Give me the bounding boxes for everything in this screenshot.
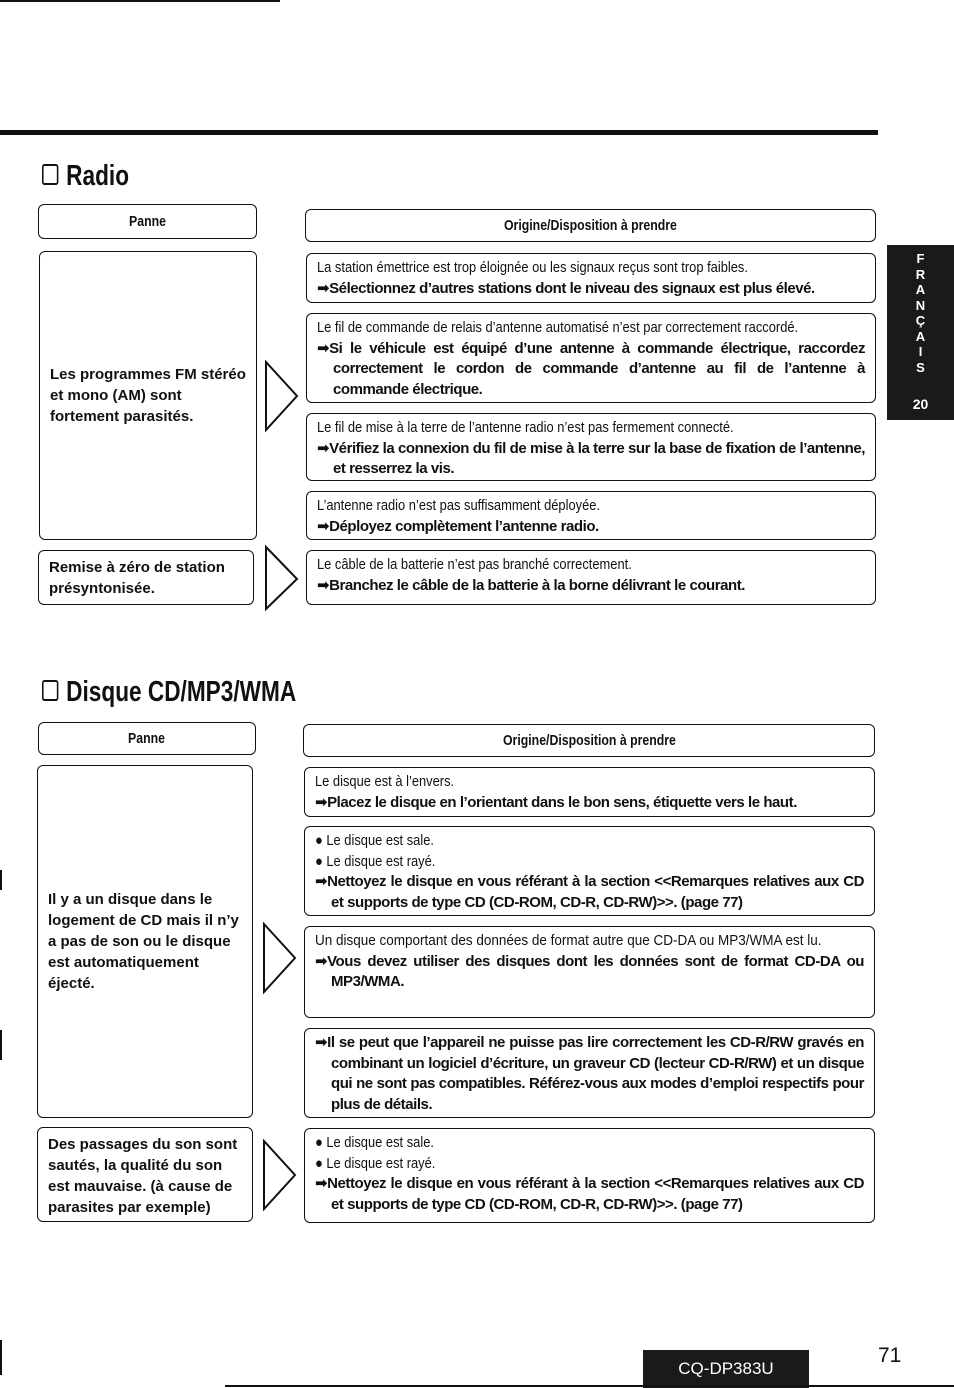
- tab-letter: N: [915, 297, 926, 313]
- panne-box: Remise à zéro de station présyntonisée.: [38, 550, 254, 605]
- tab-letter: A: [915, 282, 926, 297]
- cause-box: ● Le disque est sale. ● Le disque est rayé. ➡Nettoyez le disque en vous référant à la section <<Remarques relatives aux CD et supports de type CD (CD-ROM, CD-R, CD-RW)>>. (page 77): [304, 826, 875, 916]
- panne-box: Les programmes FM stéréo et mono (AM) sont fortement parasités.: [39, 251, 257, 540]
- cause-box: Le fil de commande de relais d’antenne automatisé n’est par correctement raccordé. ➡Si le véhicule est équipé d’une antenne à commande électrique, raccordez correctement le cordon de commande d’antenne au fil de l’antenne à commande électrique.: [306, 313, 876, 403]
- model-label: CQ-DP383U: [643, 1350, 809, 1388]
- tab-page-number: 20: [912, 396, 929, 412]
- section-title-radio: Radio: [42, 160, 129, 193]
- cause-box: Le disque est à l’envers. ➡Placez le disque en l’orientant dans le bon sens, étiquette vers le haut.: [304, 767, 875, 817]
- panne-box: Des passages du son sont sautés, la qualité du son est mauvaise. (à cause de parasites par exemple): [37, 1127, 253, 1222]
- arrow-right-icon: [264, 360, 300, 432]
- panne-box: Il y a un disque dans le logement de CD mais il n’y a pas de son ou le disque est automatiquement éjecté.: [37, 765, 253, 1118]
- left-edge-mark: [0, 1030, 2, 1060]
- header-panne: Panne: [38, 722, 256, 755]
- cause-box: ● Le disque est sale. ● Le disque est rayé. ➡Nettoyez le disque en vous référant à la section <<Remarques relatives aux CD et supports de type CD (CD-ROM, CD-R, CD-RW)>>. (page 77): [304, 1128, 875, 1223]
- tab-letter: S: [916, 359, 925, 375]
- cause-box: Le fil de mise à la terre de l’antenne radio n’est pas fermement connecté. ➡Vérifiez la connexion du fil de mise à la terre sur la base de fixation de l’antenne, et resserrez la vis.: [306, 413, 876, 481]
- section-title-disc: Disque CD/MP3/WMA: [42, 676, 296, 709]
- arrow-right-icon: [262, 1139, 298, 1211]
- cause-box: Le câble de la batterie n’est pas branché correctement. ➡Branchez le câble de la batterie à la borne délivrant le courant.: [306, 550, 876, 605]
- header-origine: Origine/Disposition à prendre: [303, 724, 875, 757]
- header-panne: Panne: [38, 204, 257, 239]
- header-origine: Origine/Disposition à prendre: [305, 209, 876, 242]
- language-tab: [887, 245, 954, 420]
- arrow-right-icon: [262, 922, 298, 994]
- checkbox-square-icon: [42, 680, 58, 701]
- tab-letter: Ç: [915, 313, 926, 328]
- top-rule-short: [0, 0, 280, 2]
- bottom-rule: [225, 1385, 954, 1387]
- checkbox-square-icon: [42, 164, 58, 185]
- tab-letter: I: [918, 344, 923, 359]
- page-number: 71: [878, 1344, 902, 1367]
- tab-letter: R: [915, 266, 926, 282]
- top-rule: [0, 130, 878, 135]
- left-edge-mark: [0, 870, 2, 890]
- cause-box: Un disque comportant des données de format autre que CD-DA ou MP3/WMA est lu. ➡Vous devez utiliser des disques dont les données sont de format CD-DA ou MP3/WMA.: [304, 926, 875, 1018]
- cause-box: ➡Il se peut que l’appareil ne puisse pas lire correctement les CD-R/RW gravés en combinant un logiciel d’écriture, un graveur CD (lecteur CD-R/RW) et un disque qui ne sont pas compatibles. Référez-vous aux modes d’emploi respectifs pour plus de détails.: [304, 1028, 875, 1118]
- tab-letter: F: [916, 251, 925, 266]
- cause-box: La station émettrice est trop éloignée ou les signaux reçus sont trop faibles. ➡Sélectionnez d’autres stations dont le niveau des signaux est plus élevé.: [306, 253, 876, 303]
- left-edge-mark: [0, 1340, 2, 1375]
- cause-box: L’antenne radio n’est pas suffisamment déployée. ➡Déployez complètement l’antenne radio.: [306, 491, 876, 540]
- arrow-right-icon: [264, 541, 300, 613]
- tab-letter: A: [915, 328, 926, 344]
